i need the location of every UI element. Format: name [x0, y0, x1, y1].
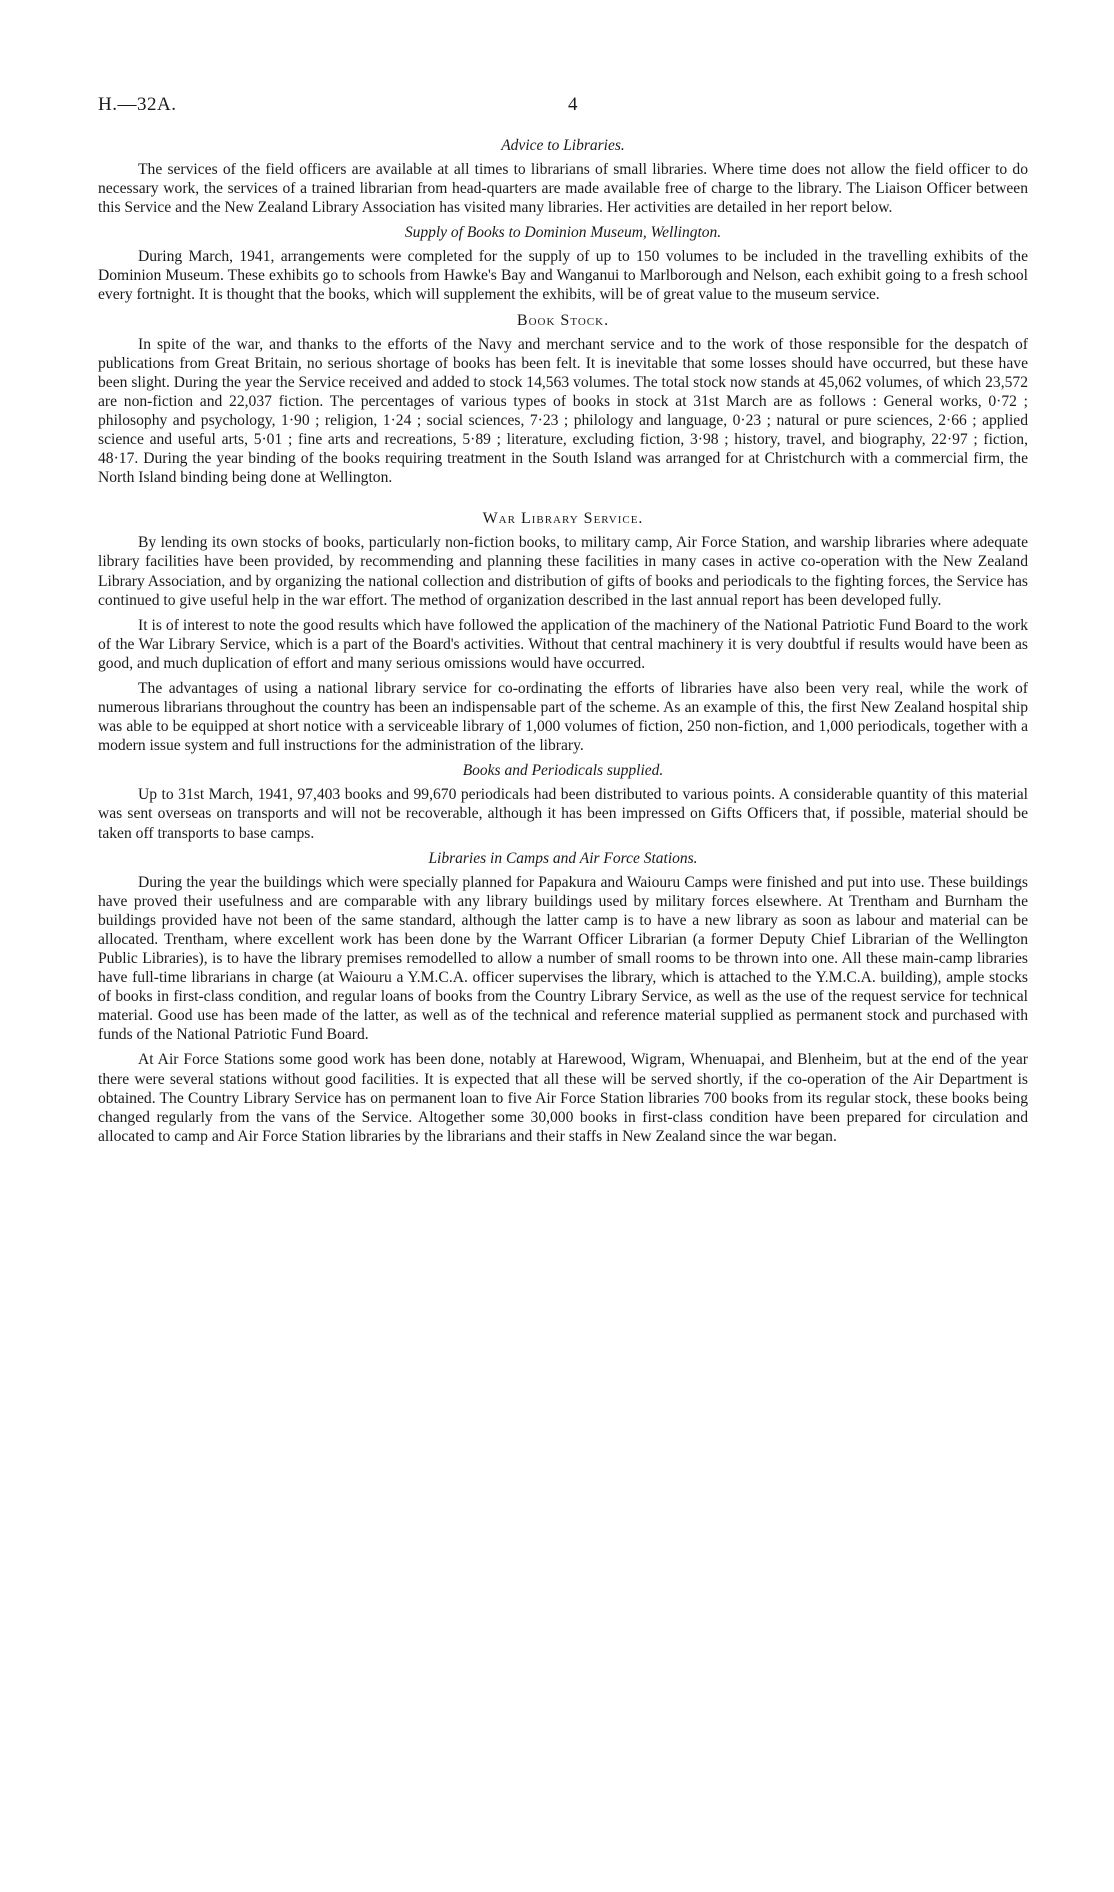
paragraph: During the year the buildings which were specially planned for Papakura and Waiouru Camps were finished and put into use. These buildings have proved their usefulness and are comparable with any library buildings used by military forces elsewhere. At Trentham and Burnham the buildings provided have not been of the same standard, although the latter camp is to have a new library as soon as labour and material can be allocated. Trentham, where excellent work has been done by the Warrant Officer Librarian (a former Deputy Chief Librarian of the Wellington Public Libraries), is to have the library premises remodelled to allow a number of small rooms to be thrown into one. All these main-camp libraries have full-time librarians in charge (at Waiouru a Y.M.C.A. officer supervises the library, which is attached to the Y.M.C.A. building), ample stocks of books in first-class condition, and regular loans of books from the Country Library Service, as well as the use of the request service for technical material. Good use has been made of the latter, as well as of the technical and reference material supplied as permanent stock and purchased with funds of the National Patriotic Fund Board.: [98, 873, 1028, 1044]
document-page: [98, 88, 1028, 1868]
section-heading: Book Stock.: [516, 311, 610, 329]
section-supply-of-books-to-museum: [98, 223, 1028, 304]
section-books-and-periodicals-supplied: [98, 761, 1028, 842]
paragraph: The advantages of using a national library service for co-ordinating the efforts of libraries have also been very real, while the work of numerous librarians throughout the country has been an indispensable part of the scheme. As an example of this, the first New Zealand hospital ship was able to be equipped at short notice with a serviceable library of 1,000 volumes of fiction, 250 non-fiction, and 1,000 periodicals, together with a modern issue system and full instructions for the administration of the library.: [98, 679, 1028, 755]
section-heading: Supply of Books to Dominion Museum, Wellington.: [404, 224, 722, 242]
section-heading: Books and Periodicals supplied.: [462, 762, 664, 780]
paragraph: The services of the field officers are available at all times to librarians of small libraries. Where time does not allow the field officer to do necessary work, the services of a trained librarian from head-quarters are made available free of charge to the library. The Liaison Officer between this Service and the New Zealand Library Association has visited many libraries. Her activities are detailed in her report below.: [98, 161, 1028, 217]
paragraph: At Air Force Stations some good work has been done, notably at Harewood, Wigram, Whenuapai, and Blenheim, but at the end of the year there were several stations without good facilities. It is expected that all these will be served shortly, if the co-operation of the Air Department is obtained. The Country Library Service has on permanent loan to five Air Force Station libraries 700 books from its regular stock, these books being changed regularly from the vans of the Service. Altogether some 30,000 books in first-class condition have been prepared for circulation and allocated to camp and Air Force Station libraries by the librarians and their staffs in New Zealand since the war began.: [98, 1051, 1028, 1145]
section-heading: Libraries in Camps and Air Force Stations.: [428, 849, 698, 867]
section-war-library-service: [98, 509, 1028, 755]
section-libraries-in-camps: [98, 849, 1028, 1146]
document-reference: H.—32A.: [98, 94, 177, 115]
paragraph: It is of interest to note the good results which have followed the application of the machinery of the National Patriotic Fund Board to the work of the War Library Service, which is a part of the Board's activities. Without that central machinery it is very doubtful if results would have been as good, and much duplication of effort and many serious omissions would have occurred.: [98, 616, 1028, 672]
paragraph: During March, 1941, arrangements were completed for the supply of up to 150 volumes to be included in the travelling exhibits of the Dominion Museum. These exhibits go to schools from Hawke's Bay and Wanganui to Marlborough and Nelson, each exhibit going to a fresh school every fortnight. It is thought that the books, which will supplement the exhibits, will be of great value to the museum service.: [98, 248, 1028, 304]
paragraph: In spite of the war, and thanks to the efforts of the Navy and merchant service and to the work of those responsible for the despatch of publications from Great Britain, no serious shortage of books has been felt. It is inevitable that some losses should have occurred, but these have been slight. During the year the Service received and added to stock 14,563 volumes. The total stock now stands at 45,062 volumes, of which 23,572 are non-fiction and 22,037 fiction. The percentages of various types of books in stock at 31st March are as follows : General works, 0·72 ; philosophy and psychology, 1·90 ; religion, 1·24 ; social sciences, 7·23 ; philology and language, 0·23 ; natural or pure sciences, 2·66 ; applied science and useful arts, 5·01 ; fine arts and recreations, 5·89 ; literature, excluding fiction, 3·98 ; history, travel, and biography, 22·97 ; fiction, 48·17. During the year binding of the books requiring treatment in the South Island was arranged for at Christchurch with a commercial firm, the North Island binding being done at Wellington.: [98, 335, 1028, 487]
page-number: 4: [568, 94, 578, 115]
section-heading: War Library Service.: [482, 510, 644, 528]
page-header: [98, 88, 1028, 134]
section-heading: Advice to Libraries.: [501, 137, 625, 154]
paragraph: Up to 31st March, 1941, 97,403 books and 99,670 periodicals had been distributed to various points. A considerable quantity of this material was sent overseas on transports and will not be recoverable, although it has been impressed on Gifts Officers that, if possible, material should be taken off transports to base camps.: [98, 786, 1028, 842]
paragraph: By lending its own stocks of books, particularly non-fiction books, to military camp, Air Force Station, and warship libraries where adequate library facilities have been provided, by recommending and planning these facilities in many cases in active co-operation with the New Zealand Library Association, and by organizing the national collection and distribution of gifts of books and periodicals to the fighting forces, the Service has continued to give useful help in the war effort. The method of organization described in the last annual report has been developed fully.: [98, 534, 1028, 609]
section-advice-to-libraries: [98, 136, 1028, 217]
section-book-stock: [98, 311, 1028, 488]
